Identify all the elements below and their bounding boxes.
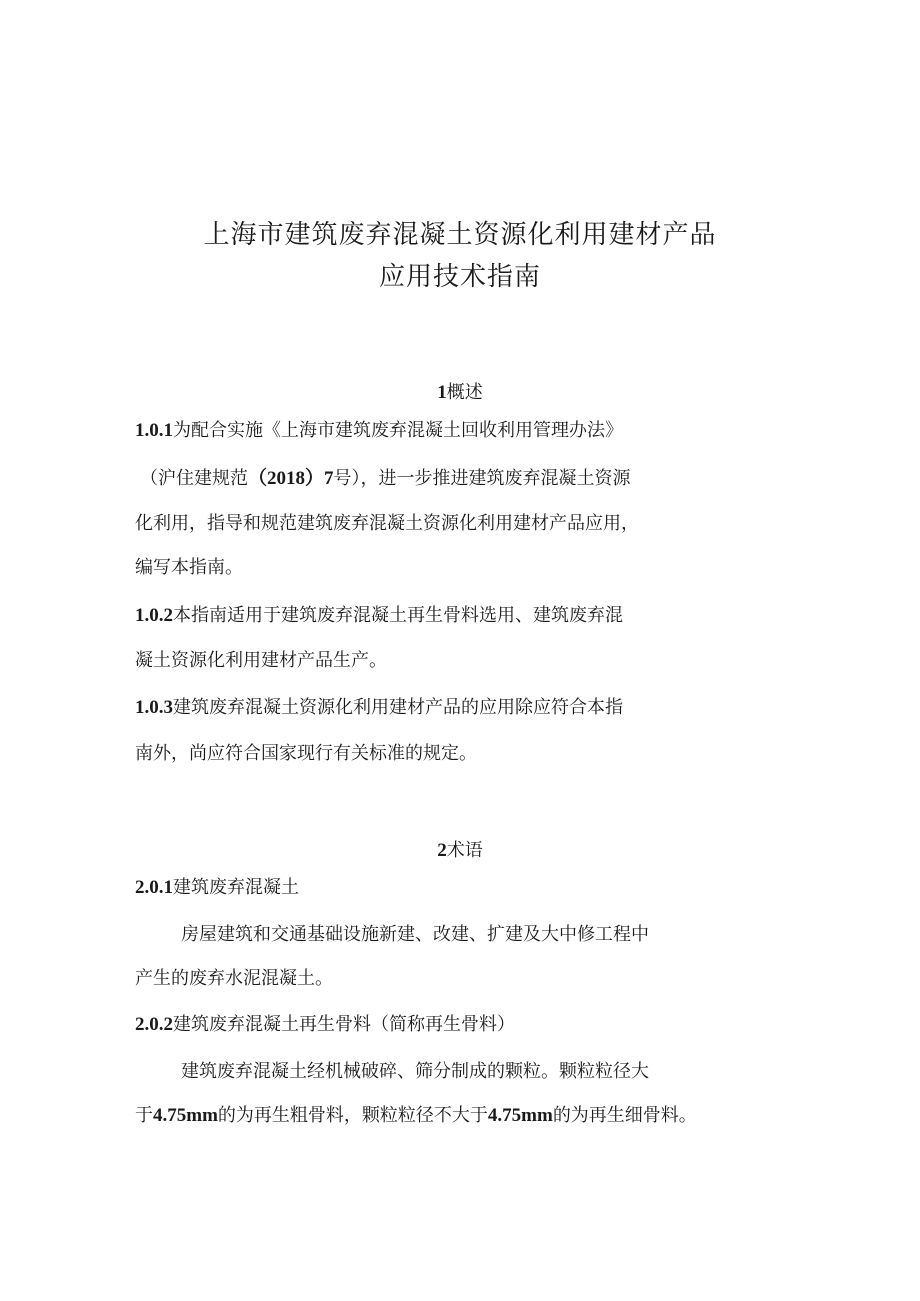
- clause-text: 号），进一步推进建筑废弃混凝土资源: [333, 468, 631, 489]
- clause-text: 本指南适用于建筑废弃混凝土再生骨料选用、建筑废弃混: [173, 605, 623, 626]
- clause-number: 1.0.3: [135, 697, 173, 718]
- clause-1-0-1-line-2: [140, 463, 631, 490]
- clause-year: （2018）: [248, 468, 325, 489]
- section-1-number: 1: [437, 382, 447, 403]
- term-number: 2.0.1: [135, 877, 173, 898]
- size-value: 4.75mm: [153, 1105, 218, 1126]
- section-2-title: 术语: [446, 840, 483, 861]
- term-2-0-2-definition-line-2: [135, 1101, 697, 1127]
- term-2-0-1-heading: [135, 873, 299, 899]
- section-2-number: 2: [437, 840, 447, 861]
- term-2-0-1-definition-line-2: 产生的废弃水泥混凝土。: [135, 968, 333, 989]
- term-number: 2.0.2: [135, 1014, 173, 1035]
- clause-text: 建筑废弃混凝土资源化利用建材产品的应用除应符合本指: [173, 697, 623, 718]
- clause-1-0-2-line-2: 凝土资源化利用建材产品生产。: [135, 650, 387, 671]
- clause-1-0-1-line-3: 化利用，指导和规范建筑废弃混凝土资源化利用建材产品应用，: [135, 513, 639, 534]
- term-2-0-2-definition-line-1: 建筑废弃混凝土经机械破碎、筛分制成的颗粒。颗粒粒径大: [181, 1061, 649, 1082]
- document-title-line-1: 上海市建筑废弃混凝土资源化利用建材产品: [203, 220, 717, 250]
- term-2-0-2-heading: [135, 1010, 515, 1036]
- clause-1-0-1-line-4: 编写本指南。: [135, 557, 243, 578]
- document-title-line-2: 应用技术指南: [378, 262, 541, 292]
- term-2-0-1-definition-line-1: 房屋建筑和交通基础设施新建、改建、扩建及大中修工程中: [181, 924, 649, 945]
- section-1-title: 概述: [446, 382, 483, 403]
- clause-number: 1.0.1: [135, 420, 173, 441]
- definition-text: 的为再生细骨料。: [552, 1105, 697, 1126]
- section-2-heading: [0, 836, 920, 862]
- clause-1-0-3-line-2: 南外，尚应符合国家现行有关标准的规定。: [135, 743, 477, 764]
- definition-text: 的为再生粗骨料，颗粒粒径不大于: [217, 1105, 488, 1126]
- definition-text: 于: [135, 1105, 153, 1126]
- term-name: 建筑废弃混凝土再生骨料（简称再生骨料）: [173, 1014, 515, 1035]
- clause-text: 为配合实施《上海市建筑废弃混凝土回收利用管理办法》: [173, 420, 623, 441]
- clause-1-0-1-line-1: [135, 416, 623, 442]
- clause-number: 1.0.2: [135, 605, 173, 626]
- clause-1-0-2-line-1: [135, 601, 623, 627]
- clause-doc-number: 7: [324, 468, 334, 489]
- clause-1-0-3-line-1: [135, 693, 623, 719]
- section-1-heading: [0, 378, 920, 404]
- size-value: 4.75mm: [487, 1105, 553, 1126]
- term-name: 建筑废弃混凝土: [173, 877, 299, 898]
- clause-text: （沪住建规范: [140, 468, 248, 489]
